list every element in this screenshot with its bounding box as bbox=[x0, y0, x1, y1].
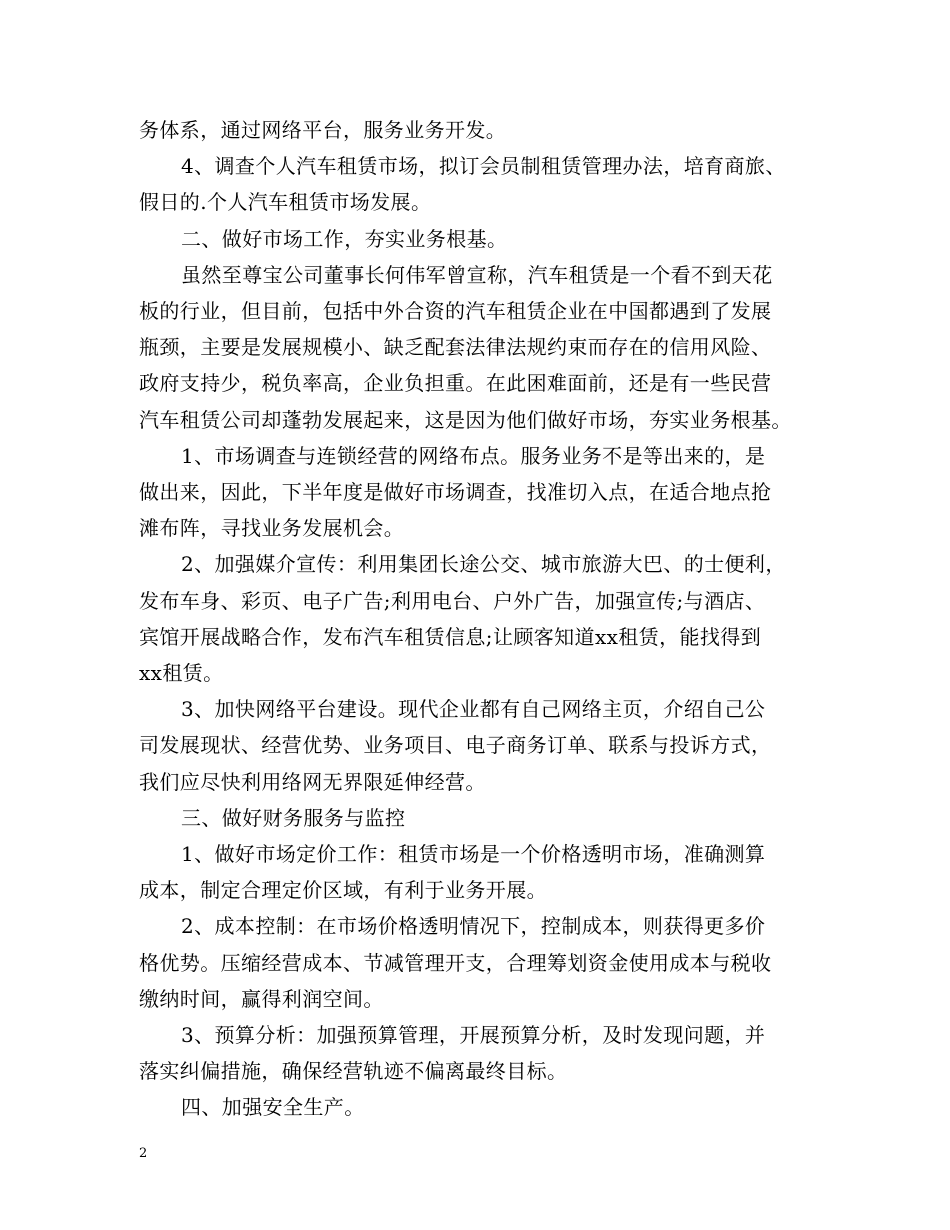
text-line: 发布车身、彩页、电子广告;利用电台、户外广告，加强宣传;与酒店、 bbox=[139, 588, 766, 613]
text-line: 司发展现状、经营优势、业务项目、电子商务订单、联系与投诉方式， bbox=[139, 733, 772, 758]
text-line: 1、市场调查与连锁经营的网络布点。服务业务不是等出来的，是 bbox=[181, 443, 766, 468]
section-heading: 三、做好财务服务与监控 bbox=[181, 805, 406, 830]
text-line: 政府支持少，税负率高，企业负担重。在此困难面前，还是有一些民营 bbox=[139, 371, 772, 396]
text-line: 虽然至尊宝公司董事长何伟军曾宣称，汽车租赁是一个看不到天花 bbox=[181, 262, 773, 287]
section-heading: 二、做好市场工作，夯实业务根基。 bbox=[181, 226, 508, 251]
text-line: 2、成本控制：在市场价格透明情况下，控制成本，则获得更多价 bbox=[181, 914, 766, 939]
text-line: 缴纳时间，赢得利润空间。 bbox=[139, 986, 384, 1011]
text-line: 做出来，因此，下半年度是做好市场调查，找准切入点，在适合地点抢 bbox=[139, 480, 772, 505]
text-line: 格优势。压缩经营成本、节减管理开支，合理筹划资金使用成本与税收 bbox=[139, 950, 772, 975]
text-line: 成本，制定合理定价区域，有利于业务开展。 bbox=[139, 878, 547, 903]
text-line: 汽车租赁公司却蓬勃发展起来，这是因为他们做好市场，夯实业务根基。 bbox=[139, 407, 792, 432]
section-heading: 四、加强安全生产。 bbox=[181, 1095, 365, 1120]
text-line: 落实纠偏措施，确保经营轨迹不偏离最终目标。 bbox=[139, 1059, 568, 1084]
text-line: 我们应尽快利用络网无界限延伸经营。 bbox=[139, 769, 486, 794]
text-line: 1、做好市场定价工作：租赁市场是一个价格透明市场，准确测算 bbox=[181, 842, 766, 867]
text-line: xx租赁。 bbox=[139, 661, 224, 686]
text-line: 滩布阵，寻找业务发展机会。 bbox=[139, 516, 405, 541]
document-body bbox=[139, 112, 829, 1126]
text-line: 2、加强媒介宣传：利用集团长途公交、城市旅游大巴、的士便利， bbox=[181, 552, 786, 577]
text-line: 板的行业，但目前，包括中外合资的汽车租赁企业在中国都遇到了发展 bbox=[139, 299, 772, 324]
text-line: 4、调查个人汽车租赁市场，拟订会员制租赁管理办法，培育商旅、 bbox=[181, 154, 786, 179]
text-line: 3、加快网络平台建设。现代企业都有自己网络主页，介绍自己公 bbox=[181, 697, 766, 722]
text-line: 3、预算分析：加强预算管理，开展预算分析，及时发现问题，并 bbox=[181, 1023, 766, 1048]
text-line: 务体系，通过网络平台，服务业务开发。 bbox=[139, 118, 507, 142]
text-line: 宾馆开展战略合作，发布汽车租赁信息;让顾客知道xx租赁，能找得到 bbox=[139, 624, 762, 649]
text-line: 瓶颈，主要是发展规模小、缺乏配套法律法规约束而存在的信用风险、 bbox=[139, 335, 772, 360]
page-number: 2 bbox=[139, 1146, 148, 1161]
text-line: 假日的.个人汽车租赁市场发展。 bbox=[139, 190, 432, 215]
